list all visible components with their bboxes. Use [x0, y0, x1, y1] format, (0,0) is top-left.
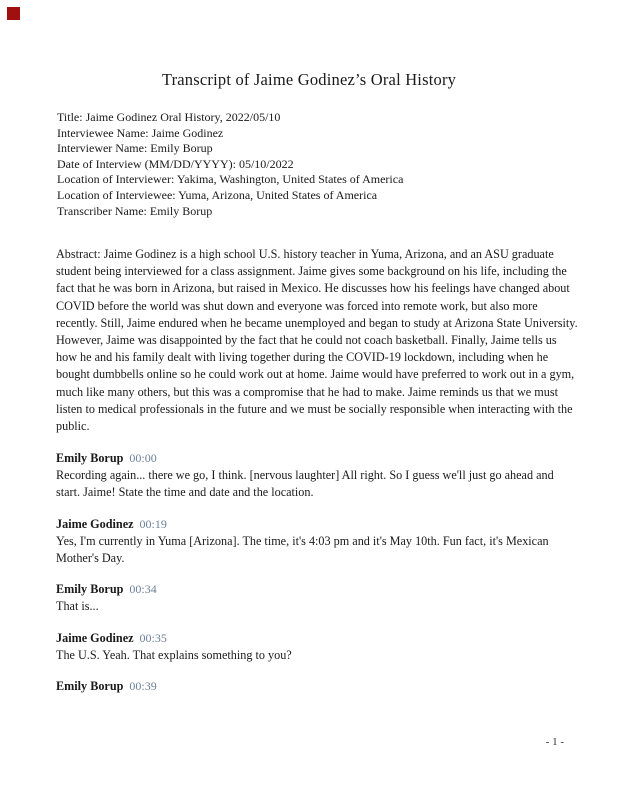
speaker-line: [56, 450, 579, 467]
speaker-name: Emily Borup: [56, 679, 124, 694]
utterance-text: Recording again... there we go, I think. [nervous laughter] All right. So I guess we'll just go ahead and start. Jaime! State the time and date and the location.: [56, 468, 554, 500]
speaker-name: Emily Borup: [56, 582, 124, 597]
info-line-transcriber: Transcriber Name: Emily Borup: [57, 203, 213, 218]
timestamp-link[interactable]: 00:39: [129, 679, 157, 694]
info-line-interviewer: Interviewer Name: Emily Borup: [57, 141, 213, 156]
utterance-text: The U.S. Yeah. That explains something to you?: [56, 647, 292, 662]
dialogue-section: [56, 450, 579, 709]
transcript-info-block: [57, 110, 562, 219]
speaker-name: Jaime Godinez: [56, 516, 134, 531]
speaker-name: Jaime Godinez: [56, 630, 134, 645]
utterance-text: That is...: [56, 599, 99, 614]
timestamp-link[interactable]: 00:00: [129, 451, 157, 465]
dialogue-block: [56, 516, 579, 568]
info-line-date: Date of Interview (MM/DD/YYYY): 05/10/2022: [57, 156, 294, 171]
speaker-line: [56, 678, 579, 695]
page-title: Transcript of Jaime Godinez’s Oral History: [161, 70, 457, 89]
info-line-interviewee: Interviewee Name: Jaime Godinez: [57, 125, 224, 140]
red-marker-square: [7, 7, 20, 20]
speaker-line: [56, 516, 579, 533]
info-line-location-interviewer: Location of Interviewer: Yakima, Washington, United States of America: [57, 172, 404, 187]
info-line-location-interviewee: Location of Interviewee: Yuma, Arizona, United States of America: [57, 187, 378, 202]
timestamp-link[interactable]: 00:19: [139, 516, 167, 531]
abstract-paragraph: Abstract: Jaime Godinez is a high school U.S. history teacher in Yuma, Arizona, and an ASU graduate student being interviewed for a class assignment. Jaime gives some background on his life, including the fact that he was born in Arizona, but raised in Mexico. He discusses how his feelings have changed about COVID before the world was shut down and everyone was forced into remote work, but also more recently. Still, Jaime endured when he became unemployed and began to study at Arizona State University. However, Jaime was disappointed by the fact that he could not coach basketball. Finally, Jaime tells us how he and his family dealt with living together during the COVID-19 lockdown, including when he bought dumbbells online so he could work out at home. Jaime would have preferred to work out in a gym, much like many others, but this was a compromise that he had to make. Jaime reminds us that we must listen to medical professionals in the future and we must be socially responsible when interacting with the public.: [56, 247, 578, 434]
timestamp-link[interactable]: 00:35: [139, 630, 167, 645]
info-line-title: Title: Jaime Godinez Oral History, 2022/05/10: [57, 110, 281, 124]
dialogue-block: [56, 630, 579, 664]
utterance-text: Yes, I'm currently in Yuma [Arizona]. The time, it's 4:03 pm and it's May 10th. Fun fact, it's Mexican Mother's Day.: [56, 533, 549, 566]
speaker-line: [56, 581, 579, 598]
speaker-line: [56, 630, 579, 647]
page-number: - 1 -: [545, 736, 564, 748]
dialogue-block: [56, 450, 579, 502]
timestamp-link[interactable]: 00:34: [129, 582, 157, 597]
dialogue-block: [56, 581, 579, 615]
dialogue-block: [56, 678, 579, 695]
speaker-name: Emily Borup: [56, 451, 124, 465]
